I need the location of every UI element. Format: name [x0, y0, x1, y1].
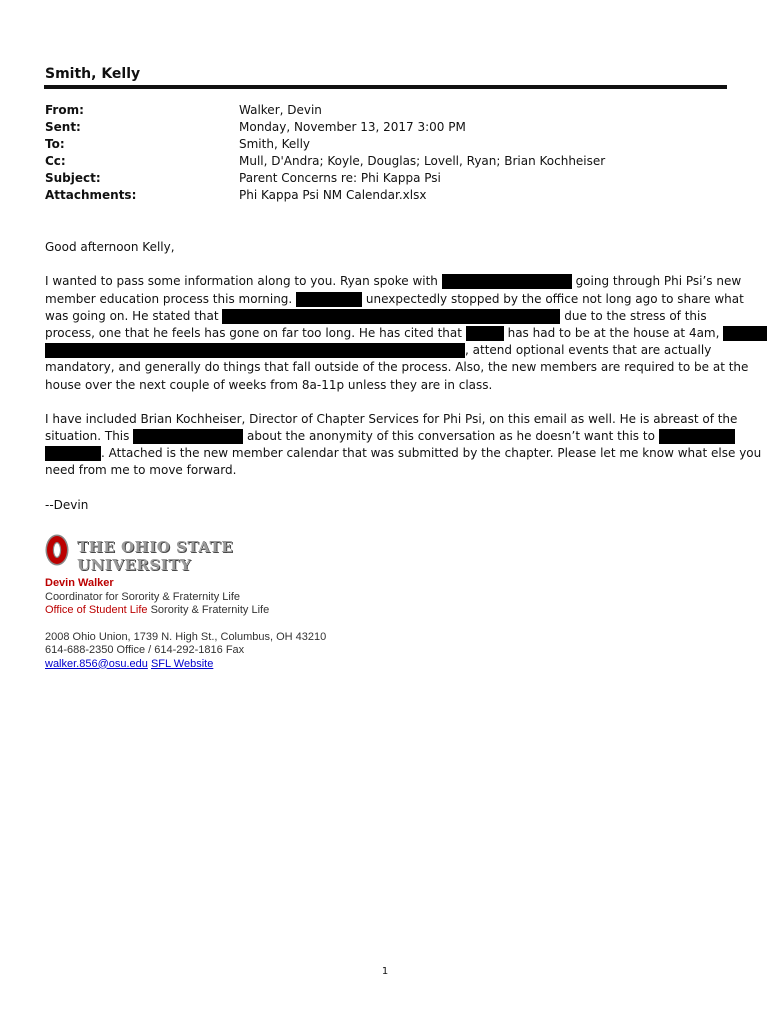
body-text: due to the stress of this — [564, 308, 707, 323]
paragraph-gap — [45, 394, 735, 411]
to-value: Smith, Kelly — [239, 137, 311, 151]
body-text: process, one that he feels has gone on far too long. He has cited that — [45, 325, 462, 340]
paragraph-gap — [45, 256, 735, 273]
body-line — [45, 445, 762, 462]
block-o-icon — [45, 534, 69, 566]
header-rule — [44, 85, 727, 89]
body-text: unexpectedly stopped by the office not long ago to share what — [365, 291, 744, 306]
paragraph-gap — [45, 480, 735, 497]
office-of-student-life-link[interactable]: Office of Student Life — [45, 604, 148, 616]
body-line — [45, 462, 735, 479]
body-text: mandatory, and generally do things that fall outside of the process. Also, the new members are required to be at the — [45, 360, 749, 375]
redaction-box — [45, 446, 101, 461]
redaction-box — [442, 274, 572, 289]
body-line — [45, 291, 744, 308]
body-line — [45, 428, 735, 445]
body-text: has had to be at the house at 4am, — [507, 325, 720, 340]
from-value: Walker, Devin — [239, 103, 322, 117]
body-text: need from me to move forward. — [45, 463, 237, 478]
to-label: To: — [45, 137, 65, 151]
signature-links — [45, 658, 326, 672]
email-link[interactable]: walker.856@osu.edu — [45, 657, 148, 670]
redaction-box — [296, 292, 362, 307]
body-text: I wanted to pass some information along to you. Ryan spoke with — [45, 274, 438, 289]
signature-name: Devin Walker — [45, 577, 114, 589]
body-line — [45, 411, 738, 428]
subject-label: Subject: — [45, 171, 101, 185]
body-line — [45, 325, 735, 342]
body-line — [45, 342, 735, 359]
body-text: . Attached is the new member calendar that was submitted by the chapter. Please let me know what else you — [101, 446, 762, 461]
attachments-value: Phi Kappa Psi NM Calendar.xlsx — [239, 188, 427, 202]
signature-phone: 614-688-2350 Office / 614-292-1816 Fax — [45, 644, 245, 656]
cc-label: Cc: — [45, 154, 66, 168]
body-text: was going on. He stated that — [45, 308, 219, 323]
redaction-box — [45, 343, 465, 358]
redaction-box — [659, 429, 735, 444]
university-wordmark: THE OHIO STATE UNIVERSITY — [77, 538, 234, 574]
redaction-box — [222, 309, 560, 324]
body-text: member education process this morning. — [45, 291, 293, 306]
body-line — [45, 377, 735, 394]
body-line — [45, 359, 749, 376]
signature-title: Coordinator for Sorority & Fraternity Life — [45, 590, 241, 603]
cc-value: Mull, D'Andra; Koyle, Douglas; Lovell, Ryan; Brian Kochheiser — [239, 154, 606, 168]
body-line — [45, 308, 735, 325]
redaction-box — [466, 326, 504, 341]
redaction-box — [133, 429, 243, 444]
page-number: 1 — [381, 966, 389, 977]
attachments-label: Attachments: — [45, 188, 137, 202]
mailbox-owner: Smith, Kelly — [45, 66, 141, 82]
body-text: about the anonymity of this conversation as he doesn’t want this to — [247, 429, 655, 444]
greeting-text: Good afternoon Kelly, — [45, 240, 175, 254]
signature-address: 2008 Ohio Union, 1739 N. High St., Columbus, OH 43210 — [45, 630, 327, 643]
sent-label: Sent: — [45, 120, 81, 134]
email-signature — [45, 577, 326, 671]
body-text: I have included Brian Kochheiser, Director of Chapter Services for Phi Psi, on this email as well. He is abreast of the — [45, 411, 738, 426]
sfl-website-link[interactable]: SFL Website — [150, 657, 214, 670]
greeting — [45, 239, 735, 256]
subject-value: Parent Concerns re: Phi Kappa Psi — [239, 171, 441, 185]
body-line — [45, 273, 742, 290]
office-rest: Sorority & Fraternity Life — [147, 604, 270, 616]
signature-office — [45, 604, 326, 618]
ohio-state-logo — [45, 534, 305, 574]
signature-spacer — [45, 618, 326, 631]
from-label: From: — [45, 103, 84, 117]
closing — [45, 497, 735, 514]
closing-text: --Devin — [45, 497, 89, 512]
sent-value: Monday, November 13, 2017 3:00 PM — [239, 120, 466, 134]
email-body — [45, 239, 762, 514]
body-text: situation. This — [45, 429, 130, 444]
redaction-box — [723, 326, 767, 341]
body-text: going through Phi Psi’s new — [575, 274, 742, 289]
body-text: , attend optional events that are actually — [465, 343, 712, 358]
body-text: house over the next couple of weeks from 8a-11p unless they are in class. — [45, 377, 493, 392]
